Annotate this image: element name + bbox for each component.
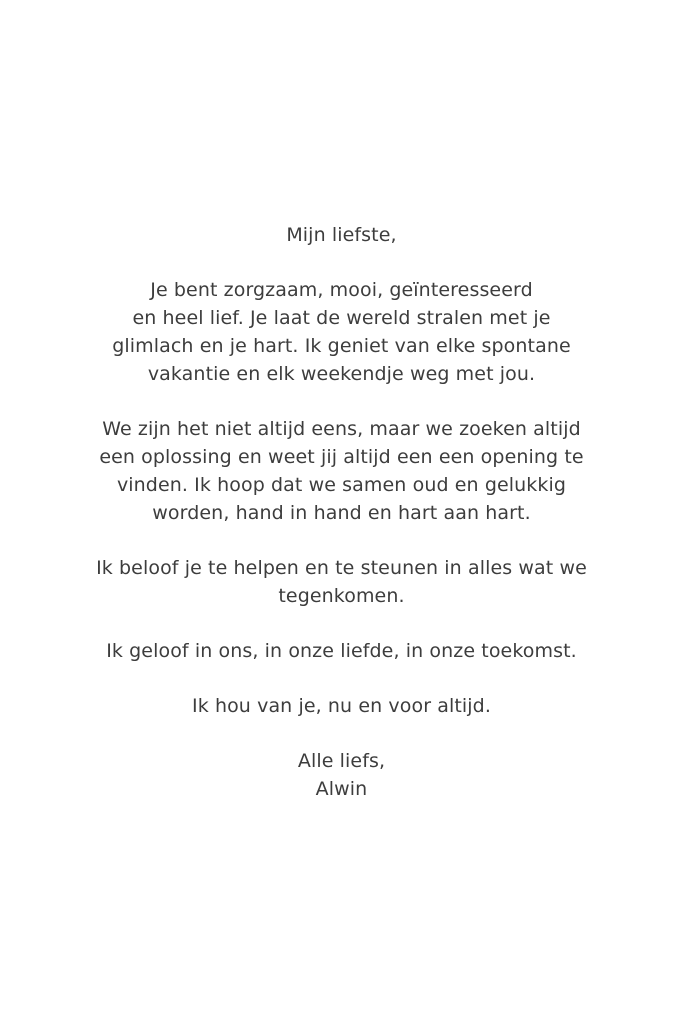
paragraph-line: en heel lief. Je laat de wereld stralen met je [132,307,551,329]
paragraph-line: glimlach en je hart. Ik geniet van elke spontane [112,335,571,357]
paragraph-gap [0,388,683,415]
paragraph-gap [0,720,683,747]
paragraph-line: vakantie en elk weekendje weg met jou. [147,363,536,385]
closing: Alle liefs, [297,750,386,772]
paragraph-3 [0,554,683,610]
paragraph-2 [0,415,683,527]
paragraph-line: Ik hou van je, nu en voor altijd. [192,695,491,717]
paragraph-1 [0,276,683,388]
paragraph-4 [0,637,683,665]
paragraph-gap [0,249,683,276]
paragraph-line: Je bent zorgzaam, mooi, geïnteresseerd [150,279,533,301]
paragraph-line: Ik beloof je te helpen en te steunen in alles wat we [96,557,587,579]
paragraph-line: tegenkomen. [278,585,405,607]
paragraph-5 [0,692,683,720]
paragraph-gap [0,527,683,554]
signature: Alwin [315,778,368,800]
paragraph-line: We zijn het niet altijd eens, maar we zoeken altijd [102,418,581,440]
paragraph-line: Ik geloof in ons, in onze liefde, in onze toekomst. [106,640,577,662]
paragraph-gap [0,610,683,637]
paragraph-line: worden, hand in hand en hart aan hart. [152,502,531,524]
salutation: Mijn liefste, [286,224,397,246]
paragraph-line: een oplossing en weet jij altijd een een opening te [99,446,584,468]
paragraph-line: vinden. Ik hoop dat we samen oud en gelukkig [116,474,567,496]
paragraph-gap [0,665,683,692]
letter-body [0,221,683,803]
